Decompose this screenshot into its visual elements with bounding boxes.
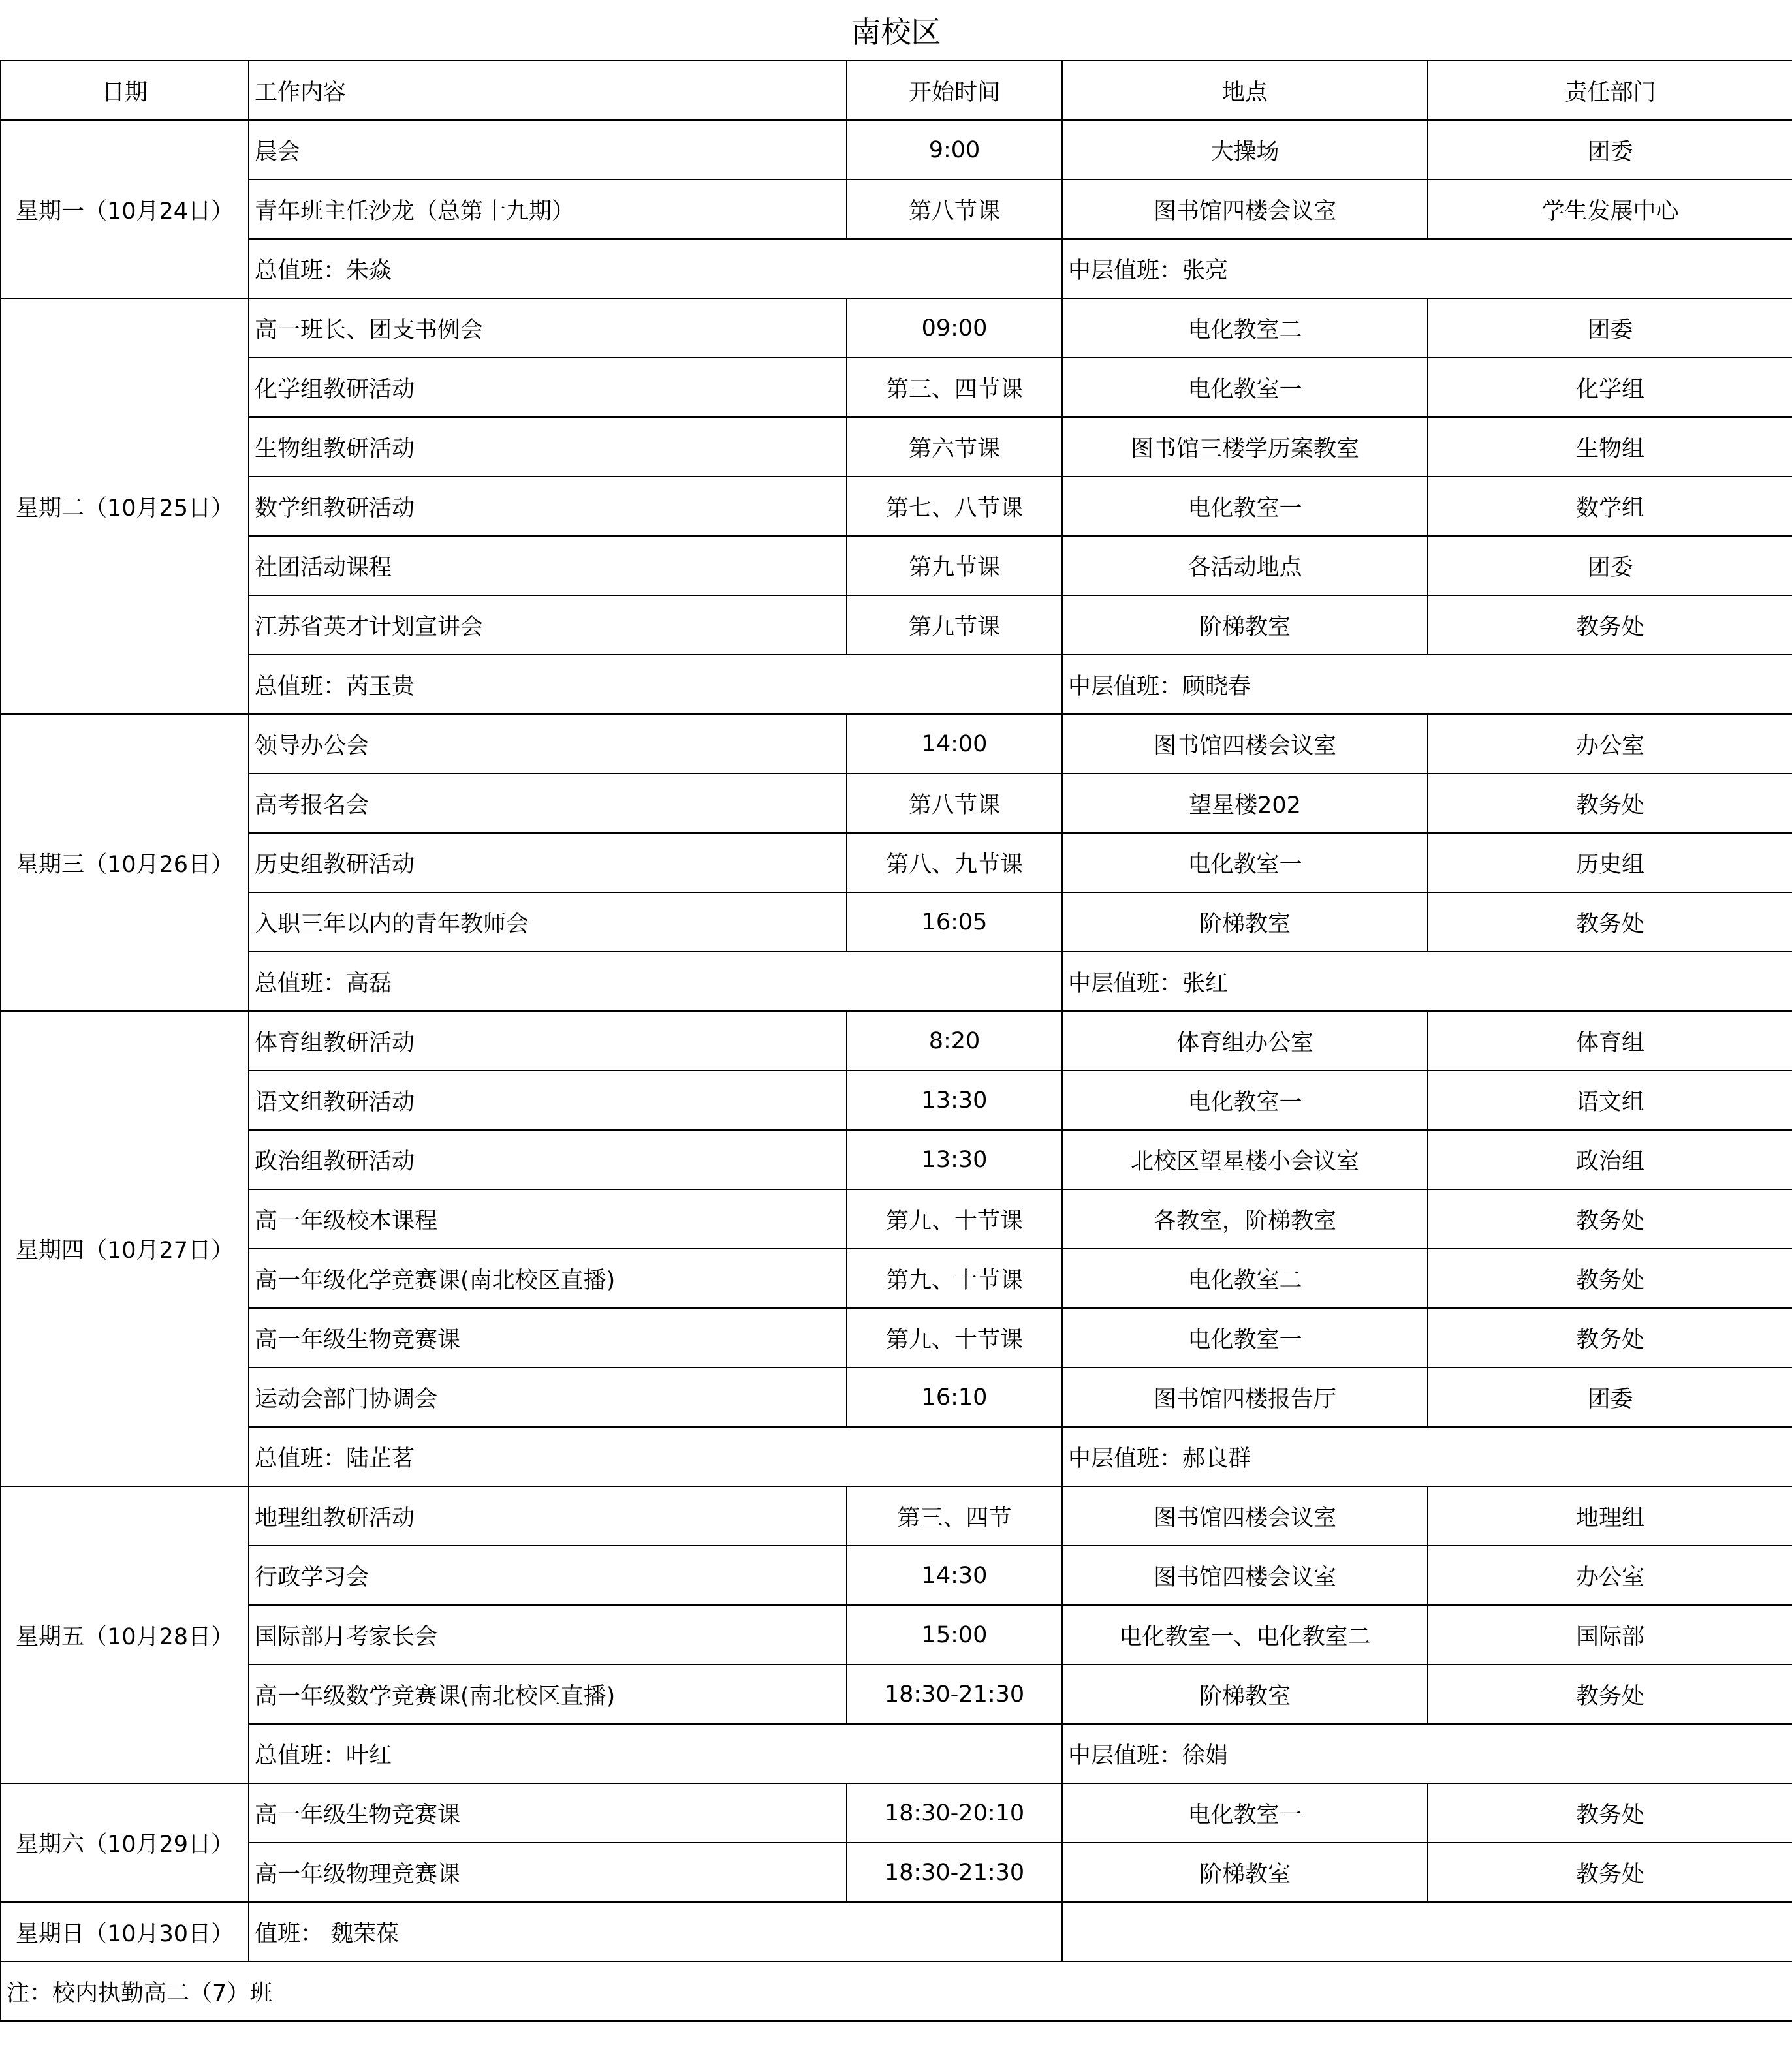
start-time-cell: 第七、八节课 bbox=[847, 476, 1062, 536]
day-date-cell: 星期二（10月25日） bbox=[1, 298, 249, 714]
content-cell: 地理组教研活动 bbox=[249, 1486, 847, 1546]
start-time-cell: 16:10 bbox=[847, 1367, 1062, 1427]
day-date-cell: 星期三（10月26日） bbox=[1, 714, 249, 1011]
dept-cell: 教务处 bbox=[1428, 892, 1792, 952]
start-time-cell: 第九、十节课 bbox=[847, 1189, 1062, 1249]
place-cell: 体育组办公室 bbox=[1062, 1011, 1428, 1070]
table-row bbox=[1, 1070, 1792, 1130]
header-start: 开始时间 bbox=[847, 61, 1062, 120]
content-cell: 社团活动课程 bbox=[249, 536, 847, 595]
sheet-title: 南校区 bbox=[851, 14, 941, 50]
place-cell: 阶梯教室 bbox=[1062, 1843, 1428, 1902]
content-cell: 行政学习会 bbox=[249, 1546, 847, 1605]
dept-cell: 教务处 bbox=[1428, 1783, 1792, 1843]
start-time-cell: 第八节课 bbox=[847, 773, 1062, 833]
dept-cell: 国际部 bbox=[1428, 1605, 1792, 1664]
table-row bbox=[1, 773, 1792, 833]
start-time-cell: 14:30 bbox=[847, 1546, 1062, 1605]
duty-row bbox=[1, 952, 1792, 1011]
note-cell: 注：校内执勤高二（7）班 bbox=[1, 1961, 1792, 2021]
duty-general-cell: 总值班：芮玉贵 bbox=[249, 655, 1062, 714]
table-row bbox=[1, 536, 1792, 595]
duty-middle-cell: 中层值班：徐娟 bbox=[1062, 1724, 1792, 1783]
content-cell: 生物组教研活动 bbox=[249, 417, 847, 476]
dept-cell: 化学组 bbox=[1428, 358, 1792, 417]
start-time-cell: 第九、十节课 bbox=[847, 1308, 1062, 1367]
day-date-cell: 星期四（10月27日） bbox=[1, 1011, 249, 1486]
start-time-cell: 14:00 bbox=[847, 714, 1062, 773]
duty-row bbox=[1, 655, 1792, 714]
table-row bbox=[1, 120, 1792, 180]
dept-cell: 团委 bbox=[1428, 298, 1792, 358]
header-date: 日期 bbox=[1, 61, 249, 120]
duty-general-cell: 总值班：陆芷茗 bbox=[249, 1427, 1062, 1486]
place-cell: 各活动地点 bbox=[1062, 536, 1428, 595]
place-cell: 电化教室一 bbox=[1062, 833, 1428, 892]
dept-cell: 教务处 bbox=[1428, 1664, 1792, 1724]
duty-middle-cell: 中层值班：张亮 bbox=[1062, 239, 1792, 298]
table-row bbox=[1, 417, 1792, 476]
content-cell: 晨会 bbox=[249, 120, 847, 180]
table-row bbox=[1, 1249, 1792, 1308]
duty-row bbox=[1, 1427, 1792, 1486]
header-row bbox=[1, 61, 1792, 120]
empty-cell bbox=[1062, 1902, 1792, 1961]
content-cell: 运动会部门协调会 bbox=[249, 1367, 847, 1427]
note-row bbox=[1, 1961, 1792, 2021]
start-time-cell: 第三、四节课 bbox=[847, 358, 1062, 417]
duty-middle-cell: 中层值班：郝良群 bbox=[1062, 1427, 1792, 1486]
start-time-cell: 13:30 bbox=[847, 1070, 1062, 1130]
start-time-cell: 第三、四节 bbox=[847, 1486, 1062, 1546]
place-cell: 阶梯教室 bbox=[1062, 1664, 1428, 1724]
day-date-cell: 星期一（10月24日） bbox=[1, 120, 249, 298]
start-time-cell: 8:20 bbox=[847, 1011, 1062, 1070]
content-cell: 语文组教研活动 bbox=[249, 1070, 847, 1130]
place-cell: 图书馆四楼会议室 bbox=[1062, 1546, 1428, 1605]
start-time-cell: 15:00 bbox=[847, 1605, 1062, 1664]
duty-general-cell: 总值班：叶红 bbox=[249, 1724, 1062, 1783]
table-row bbox=[1, 1367, 1792, 1427]
content-cell: 领导办公会 bbox=[249, 714, 847, 773]
content-cell: 体育组教研活动 bbox=[249, 1011, 847, 1070]
place-cell: 电化教室一 bbox=[1062, 1783, 1428, 1843]
place-cell: 电化教室二 bbox=[1062, 1249, 1428, 1308]
table-row bbox=[1, 892, 1792, 952]
table-row bbox=[1, 595, 1792, 655]
place-cell: 电化教室一 bbox=[1062, 476, 1428, 536]
dept-cell: 团委 bbox=[1428, 1367, 1792, 1427]
dept-cell: 办公室 bbox=[1428, 1546, 1792, 1605]
dept-cell: 教务处 bbox=[1428, 773, 1792, 833]
dept-cell: 生物组 bbox=[1428, 417, 1792, 476]
table-row bbox=[1, 1783, 1792, 1843]
start-time-cell: 第九节课 bbox=[847, 536, 1062, 595]
table-row bbox=[1, 298, 1792, 358]
dept-cell: 数学组 bbox=[1428, 476, 1792, 536]
place-cell: 图书馆四楼报告厅 bbox=[1062, 1367, 1428, 1427]
content-cell: 入职三年以内的青年教师会 bbox=[249, 892, 847, 952]
dept-cell: 教务处 bbox=[1428, 1189, 1792, 1249]
start-time-cell: 9:00 bbox=[847, 120, 1062, 180]
header-dept: 责任部门 bbox=[1428, 61, 1792, 120]
start-time-cell: 第九、十节课 bbox=[847, 1249, 1062, 1308]
place-cell: 北校区望星楼小会议室 bbox=[1062, 1130, 1428, 1189]
table-row bbox=[1, 1843, 1792, 1902]
dept-cell: 办公室 bbox=[1428, 714, 1792, 773]
table-row bbox=[1, 833, 1792, 892]
place-cell: 电化教室一 bbox=[1062, 358, 1428, 417]
content-cell: 国际部月考家长会 bbox=[249, 1605, 847, 1664]
dept-cell: 团委 bbox=[1428, 536, 1792, 595]
dept-cell: 教务处 bbox=[1428, 1843, 1792, 1902]
content-cell: 青年班主任沙龙（总第十九期） bbox=[249, 180, 847, 239]
content-cell: 高一年级生物竞赛课 bbox=[249, 1308, 847, 1367]
sunday-duty-cell: 值班： 魏荣葆 bbox=[249, 1902, 1062, 1961]
table-row bbox=[1, 1011, 1792, 1070]
header-place: 地点 bbox=[1062, 61, 1428, 120]
header-content: 工作内容 bbox=[249, 61, 847, 120]
dept-cell: 政治组 bbox=[1428, 1130, 1792, 1189]
table-row bbox=[1, 1189, 1792, 1249]
content-cell: 高一年级数学竞赛课(南北校区直播) bbox=[249, 1664, 847, 1724]
duty-general-cell: 总值班：高磊 bbox=[249, 952, 1062, 1011]
content-cell: 数学组教研活动 bbox=[249, 476, 847, 536]
dept-cell: 历史组 bbox=[1428, 833, 1792, 892]
content-cell: 高一年级校本课程 bbox=[249, 1189, 847, 1249]
start-time-cell: 第八、九节课 bbox=[847, 833, 1062, 892]
dept-cell: 语文组 bbox=[1428, 1070, 1792, 1130]
place-cell: 图书馆三楼学历案教室 bbox=[1062, 417, 1428, 476]
duty-row bbox=[1, 239, 1792, 298]
content-cell: 高一班长、团支书例会 bbox=[249, 298, 847, 358]
start-time-cell: 18:30-20:10 bbox=[847, 1783, 1062, 1843]
table-row bbox=[1, 1664, 1792, 1724]
place-cell: 图书馆四楼会议室 bbox=[1062, 1486, 1428, 1546]
start-time-cell: 16:05 bbox=[847, 892, 1062, 952]
dept-cell: 教务处 bbox=[1428, 595, 1792, 655]
content-cell: 高考报名会 bbox=[249, 773, 847, 833]
table-row bbox=[1, 1130, 1792, 1189]
start-time-cell: 18:30-21:30 bbox=[847, 1664, 1062, 1724]
content-cell: 江苏省英才计划宣讲会 bbox=[249, 595, 847, 655]
start-time-cell: 第八节课 bbox=[847, 180, 1062, 239]
duty-general-cell: 总值班：朱焱 bbox=[249, 239, 1062, 298]
content-cell: 化学组教研活动 bbox=[249, 358, 847, 417]
content-cell: 政治组教研活动 bbox=[249, 1130, 847, 1189]
place-cell: 望星楼202 bbox=[1062, 773, 1428, 833]
start-time-cell: 第九节课 bbox=[847, 595, 1062, 655]
place-cell: 阶梯教室 bbox=[1062, 595, 1428, 655]
day-date-cell: 星期五（10月28日） bbox=[1, 1486, 249, 1783]
place-cell: 图书馆四楼会议室 bbox=[1062, 714, 1428, 773]
place-cell: 电化教室二 bbox=[1062, 298, 1428, 358]
table-row bbox=[1, 1486, 1792, 1546]
day-date-cell: 星期六（10月29日） bbox=[1, 1783, 249, 1902]
sunday-row bbox=[1, 1902, 1792, 1961]
table-row bbox=[1, 1308, 1792, 1367]
table-row bbox=[1, 714, 1792, 773]
table-row bbox=[1, 358, 1792, 417]
dept-cell: 学生发展中心 bbox=[1428, 180, 1792, 239]
place-cell: 图书馆四楼会议室 bbox=[1062, 180, 1428, 239]
table-row bbox=[1, 1546, 1792, 1605]
day-date-cell: 星期日（10月30日） bbox=[1, 1902, 249, 1961]
table-row bbox=[1, 180, 1792, 239]
duty-row bbox=[1, 1724, 1792, 1783]
schedule-table bbox=[0, 60, 1792, 2022]
dept-cell: 教务处 bbox=[1428, 1308, 1792, 1367]
place-cell: 各教室，阶梯教室 bbox=[1062, 1189, 1428, 1249]
duty-middle-cell: 中层值班：顾晓春 bbox=[1062, 655, 1792, 714]
table-row bbox=[1, 1605, 1792, 1664]
place-cell: 大操场 bbox=[1062, 120, 1428, 180]
place-cell: 电化教室一 bbox=[1062, 1308, 1428, 1367]
content-cell: 高一年级物理竞赛课 bbox=[249, 1843, 847, 1902]
dept-cell: 团委 bbox=[1428, 120, 1792, 180]
place-cell: 电化教室一 bbox=[1062, 1070, 1428, 1130]
table-row bbox=[1, 476, 1792, 536]
content-cell: 高一年级化学竞赛课(南北校区直播) bbox=[249, 1249, 847, 1308]
place-cell: 电化教室一、电化教室二 bbox=[1062, 1605, 1428, 1664]
dept-cell: 地理组 bbox=[1428, 1486, 1792, 1546]
start-time-cell: 13:30 bbox=[847, 1130, 1062, 1189]
start-time-cell: 18:30-21:30 bbox=[847, 1843, 1062, 1902]
content-cell: 高一年级生物竞赛课 bbox=[249, 1783, 847, 1843]
dept-cell: 体育组 bbox=[1428, 1011, 1792, 1070]
place-cell: 阶梯教室 bbox=[1062, 892, 1428, 952]
duty-middle-cell: 中层值班：张红 bbox=[1062, 952, 1792, 1011]
content-cell: 历史组教研活动 bbox=[249, 833, 847, 892]
start-time-cell: 09:00 bbox=[847, 298, 1062, 358]
dept-cell: 教务处 bbox=[1428, 1249, 1792, 1308]
start-time-cell: 第六节课 bbox=[847, 417, 1062, 476]
